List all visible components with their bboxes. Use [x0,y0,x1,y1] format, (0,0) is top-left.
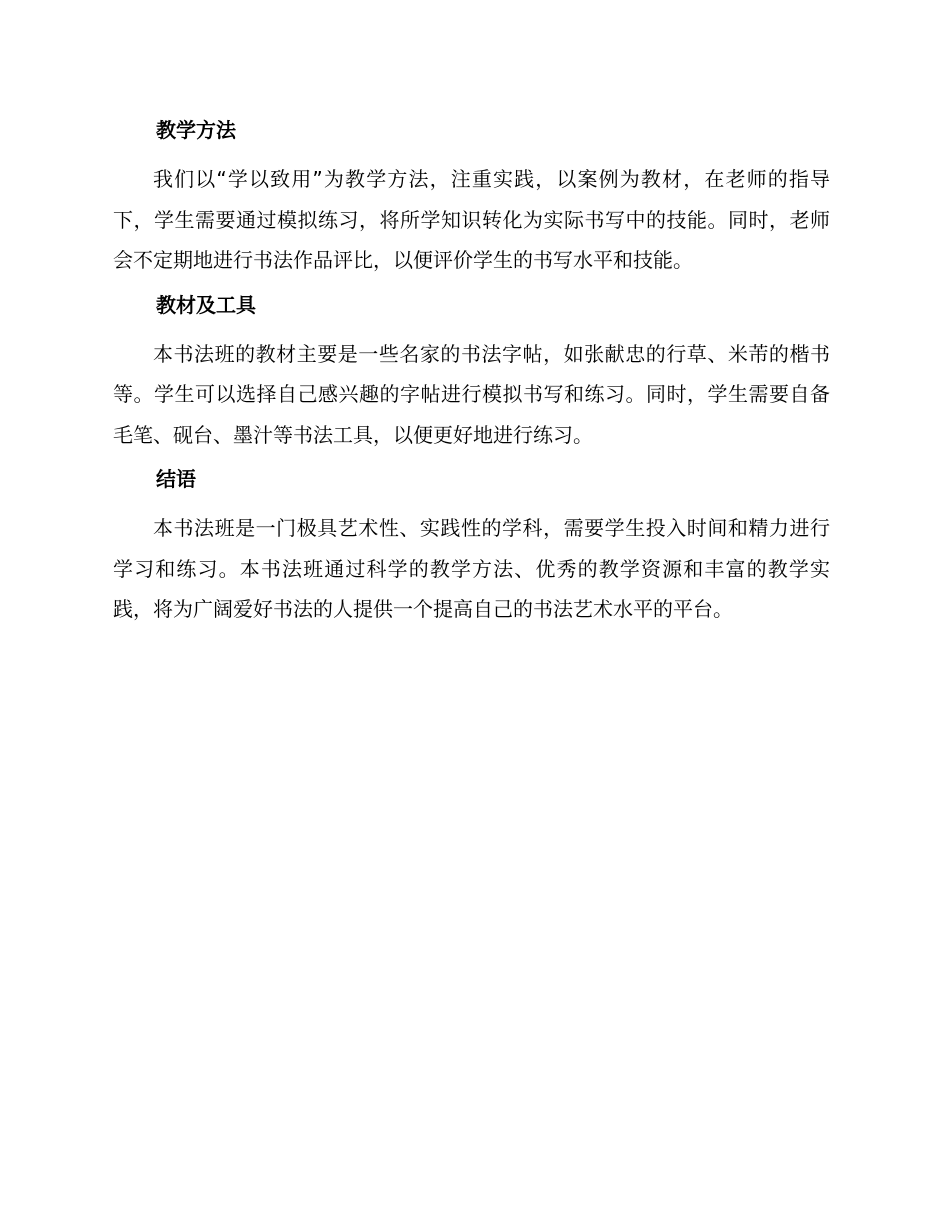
section-heading-materials-tools: 教材及工具 [156,292,256,317]
section-heading-conclusion: 结语 [156,467,196,491]
section-heading-teaching-methods: 教学方法 [156,118,236,142]
paragraph-materials-tools: 本书法班的教材主要是一些名家的书法字帖，如张献忠的行草、米芾的楷书等。学生可以选择自己感兴趣的字帖进行模拟书写和练习。同时，学生需要自备毛笔、砚台、墨汁等书法工具，以便更好地进行练习。 [113,341,830,447]
paragraph-conclusion: 本书法班是一门极具艺术性、实践性的学科，需要学生投入时间和精力进行学习和练习。本书法班通过科学的教学方法、优秀的教学资源和丰富的教学实践，将为广阔爱好书法的人提供一个提高自己的书法艺术水平的平台。 [113,516,830,621]
paragraph-teaching-methods: 我们以“学以致用”为教学方法，注重实践，以案例为教材，在老师的指导下，学生需要通过模拟练习，将所学知识转化为实际书写中的技能。同时，老师会不定期地进行书法作品评比，以便评价学生的书写水平和技能。 [113,167,830,272]
